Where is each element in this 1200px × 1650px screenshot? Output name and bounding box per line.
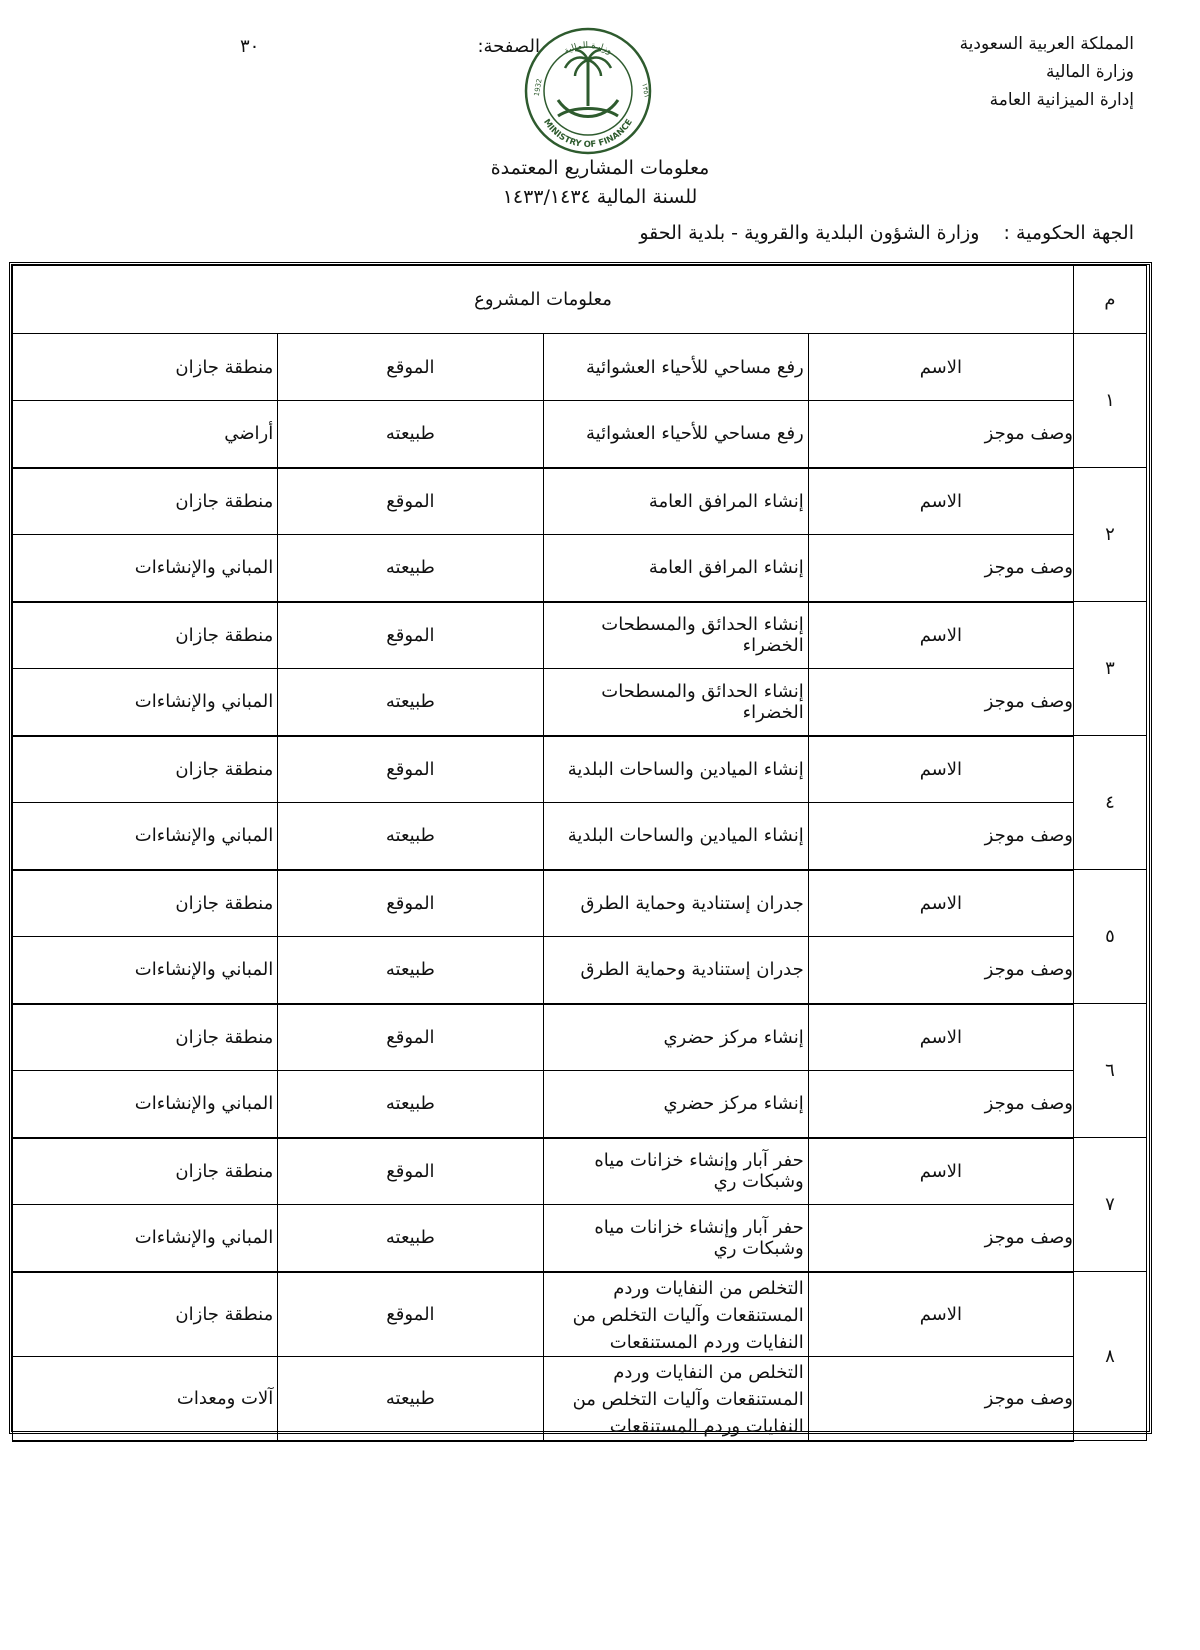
project-description: إنشاء الميادين والساحات البلدية [543, 803, 808, 870]
table-row [13, 602, 1147, 669]
table-row [13, 1272, 1147, 1357]
page-number: ٣٠ [240, 36, 260, 57]
project-name: إنشاء الميادين والساحات البلدية [543, 736, 808, 803]
label-description: وصف موجز [808, 1356, 1073, 1441]
label-description: وصف موجز [808, 1205, 1073, 1272]
table-row [13, 334, 1147, 401]
agency-label: الجهة الحكومية : [1003, 222, 1134, 244]
project-name: حفر آبار وإنشاء خزانات مياه وشبكات ري [543, 1138, 808, 1205]
project-number: ٧ [1074, 1138, 1147, 1272]
project-number: ٥ [1074, 870, 1147, 1004]
label-nature: طبيعته [278, 669, 543, 736]
project-nature: المباني والإنشاءات [13, 1205, 278, 1272]
project-name: إنشاء المرافق العامة [543, 468, 808, 535]
page-label: الصفحة: [477, 36, 540, 57]
project-name: إنشاء مركز حضري [543, 1004, 808, 1071]
table-row [13, 1071, 1147, 1138]
project-description: إنشاء مركز حضري [543, 1071, 808, 1138]
label-description: وصف موجز [808, 535, 1073, 602]
label-nature: طبيعته [278, 401, 543, 468]
table-row [13, 1356, 1147, 1441]
project-name: رفع مساحي للأحياء العشوائية [543, 334, 808, 401]
project-location: منطقة جازان [13, 1272, 278, 1357]
project-number: ٢ [1074, 468, 1147, 602]
project-number: ٦ [1074, 1004, 1147, 1138]
label-description: وصف موجز [808, 803, 1073, 870]
project-location: منطقة جازان [13, 870, 278, 937]
document-title [300, 154, 900, 212]
label-name: الاسم [808, 334, 1073, 401]
svg-text:وزارة المالية [562, 41, 613, 57]
label-location: الموقع [278, 736, 543, 803]
project-nature: المباني والإنشاءات [13, 937, 278, 1004]
project-nature: المباني والإنشاءات [13, 535, 278, 602]
project-location: منطقة جازان [13, 334, 278, 401]
table-row [13, 1205, 1147, 1272]
project-nature: المباني والإنشاءات [13, 669, 278, 736]
table-row [13, 937, 1147, 1004]
project-name: إنشاء الحدائق والمسطحات الخضراء [543, 602, 808, 669]
table-row [13, 736, 1147, 803]
label-location: الموقع [278, 1138, 543, 1205]
project-location: منطقة جازان [13, 736, 278, 803]
project-nature: آلات ومعدات [13, 1356, 278, 1441]
label-name: الاسم [808, 870, 1073, 937]
project-location: منطقة جازان [13, 468, 278, 535]
project-location: منطقة جازان [13, 1138, 278, 1205]
project-number: ٨ [1074, 1272, 1147, 1441]
project-description: رفع مساحي للأحياء العشوائية [543, 401, 808, 468]
projects-table-frame [9, 262, 1152, 1437]
agency-value: وزارة الشؤون البلدية والقروية - بلدية الحقو [639, 222, 980, 244]
project-location: منطقة جازان [13, 602, 278, 669]
seal-bottom-text: MINISTRY OF FINANCE [541, 117, 635, 151]
project-number: ٤ [1074, 736, 1147, 870]
table-row [13, 468, 1147, 535]
kingdom-name: المملكة العربية السعودية [959, 34, 1134, 54]
label-location: الموقع [278, 870, 543, 937]
label-nature: طبيعته [278, 1356, 543, 1441]
label-location: الموقع [278, 1004, 543, 1071]
project-nature: المباني والإنشاءات [13, 1071, 278, 1138]
table-header-row [13, 266, 1147, 334]
title-line-2: للسنة المالية ١٤٣٣/١٤٣٤ [502, 186, 698, 208]
table-body [13, 334, 1147, 1441]
seal-year-right: ١٣٥١ [640, 82, 651, 99]
page-indicator [240, 36, 540, 66]
label-name: الاسم [808, 1004, 1073, 1071]
project-nature: المباني والإنشاءات [13, 803, 278, 870]
table-row [13, 535, 1147, 602]
project-number: ٣ [1074, 602, 1147, 736]
label-description: وصف موجز [808, 401, 1073, 468]
label-nature: طبيعته [278, 803, 543, 870]
label-description: وصف موجز [808, 669, 1073, 736]
label-location: الموقع [278, 602, 543, 669]
label-description: وصف موجز [808, 1071, 1073, 1138]
label-description: وصف موجز [808, 937, 1073, 1004]
label-name: الاسم [808, 602, 1073, 669]
issuer-block [874, 30, 1134, 114]
project-description: حفر آبار وإنشاء خزانات مياه وشبكات ري [543, 1205, 808, 1272]
table-row [13, 1004, 1147, 1071]
column-header-project-info: معلومات المشروع [13, 266, 1074, 334]
table-row [13, 803, 1147, 870]
label-nature: طبيعته [278, 1205, 543, 1272]
project-description: إنشاء المرافق العامة [543, 535, 808, 602]
table-row [13, 401, 1147, 468]
ministry-name: وزارة المالية [1046, 62, 1134, 82]
column-header-number: م [1074, 266, 1147, 334]
label-location: الموقع [278, 468, 543, 535]
project-description: التخلص من النفايات وردم المستنقعات وآليات التخلص من النفايات وردم المستنقعات [543, 1356, 808, 1441]
table-row [13, 669, 1147, 736]
government-agency [434, 222, 1134, 244]
projects-table [12, 265, 1147, 1442]
label-location: الموقع [278, 334, 543, 401]
project-description: جدران إستنادية وحماية الطرق [543, 937, 808, 1004]
seal-top-text: وزارة المالية [562, 40, 614, 57]
project-name: التخلص من النفايات وردم المستنقعات وآليات التخلص من النفايات وردم المستنقعات [543, 1272, 808, 1357]
svg-text:MINISTRY OF FINANCE [541, 117, 635, 150]
label-nature: طبيعته [278, 1071, 543, 1138]
label-nature: طبيعته [278, 937, 543, 1004]
project-name: جدران إستنادية وحماية الطرق [543, 870, 808, 937]
seal-year-left: 1932 [532, 78, 544, 98]
label-location: الموقع [278, 1272, 543, 1357]
table-row [13, 870, 1147, 937]
department-name: إدارة الميزانية العامة [989, 90, 1134, 110]
project-nature: أراضي [13, 401, 278, 468]
title-line-1: معلومات المشاريع المعتمدة [490, 157, 710, 179]
ministry-of-finance-seal [523, 26, 653, 156]
project-location: منطقة جازان [13, 1004, 278, 1071]
label-name: الاسم [808, 468, 1073, 535]
project-number: ١ [1074, 334, 1147, 468]
table-row [13, 1138, 1147, 1205]
label-name: الاسم [808, 1138, 1073, 1205]
project-description: إنشاء الحدائق والمسطحات الخضراء [543, 669, 808, 736]
label-name: الاسم [808, 1272, 1073, 1357]
label-nature: طبيعته [278, 535, 543, 602]
label-name: الاسم [808, 736, 1073, 803]
